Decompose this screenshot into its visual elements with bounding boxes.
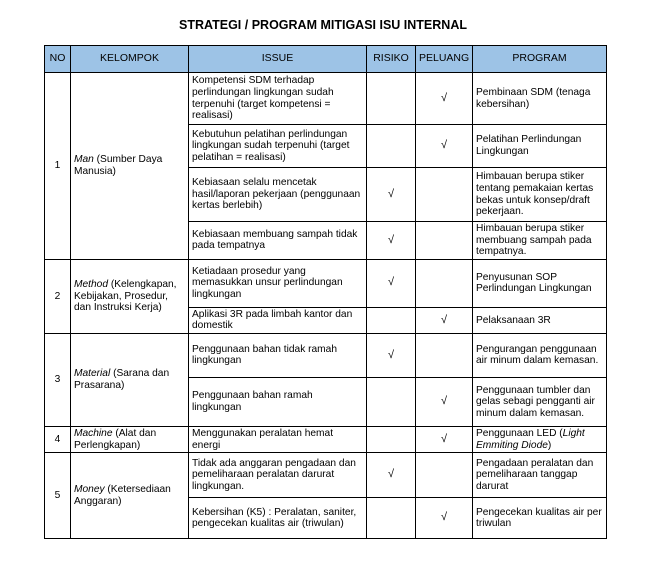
header-peluang: PELUANG [416,46,473,73]
group-number: 3 [45,333,71,426]
issue-cell: Kompetensi SDM terhadap perlindungan lingkungan sudah terpenuhi (target kompetensi = realisasi) [189,73,367,125]
table-row [45,259,607,307]
group-name [71,333,189,426]
group-name-rest: (Alat dan Perlengkapan) [74,427,157,451]
program-cell [473,498,607,539]
program-cell [473,333,607,377]
program-cell [473,426,607,452]
program-text: Pembinaan SDM (tenaga kebersihan) [476,86,591,110]
group-name-rest: (Sarana dan Prasarana) [74,368,170,391]
program-text: Pelatihan Perlindungan Lingkungan [476,134,582,157]
risiko-check [367,377,416,426]
peluang-check: √ [416,377,473,426]
peluang-check [416,168,473,222]
program-text: Pengadaan peralatan dan pemeliharaan tanggap darurat [476,457,594,492]
program-cell [473,307,607,333]
risiko-check [367,426,416,452]
group-name-italic: Method [74,278,108,290]
issue-cell: Kebersihan (K5) : Peralatan, saniter, pengecekan kualitas air (triwulan) [189,498,367,539]
issue-cell: Kebiasaan membuang sampah tidak pada tempatnya [189,222,367,260]
program-text: Pengecekan kualitas air per triwulan [476,506,602,530]
header-risiko: RISIKO [367,46,416,73]
issue-cell: Tidak ada anggaran pengadaan dan pemeliharaan peralatan darurat lingkungan. [189,453,367,498]
risiko-check: √ [367,168,416,222]
issue-cell: Penggunaan bahan tidak ramah lingkungan [189,333,367,377]
program-cell [473,377,607,426]
peluang-check: √ [416,125,473,168]
group-name-rest: (Ketersediaan Anggaran) [74,484,171,507]
group-name-italic: Money [74,484,105,496]
program-text-italic: Light Emmiting Diode [476,427,585,451]
risiko-check [367,125,416,168]
document-title: STRATEGI / PROGRAM MITIGASI ISU INTERNAL [179,18,467,32]
header-program: PROGRAM [473,46,607,73]
issue-cell: Kebutuhun pelatihan perlindungan lingkungan sudah terpenuhi (target pelatihan = realisasi) [189,125,367,168]
program-text: Himbauan berupa stiker tentang pemakaian kertas bekas untuk konsep/draft pekerjaan. [476,171,594,218]
peluang-check: √ [416,307,473,333]
table-row [45,453,607,498]
risiko-check [367,498,416,539]
group-name [71,426,189,452]
group-name [71,259,189,333]
group-name-rest: (Kelengkapan, Kebijakan, Prosedur, dan Instruksi Kerja) [74,278,177,314]
issue-cell: Ketiadaan prosedur yang memasukkan unsur perlindungan lingkungan [189,259,367,307]
peluang-check [416,333,473,377]
program-text: Pelaksanaan 3R [476,314,551,326]
group-number: 2 [45,259,71,333]
risiko-check [367,307,416,333]
group-number: 5 [45,453,71,539]
program-cell [473,168,607,222]
group-number: 1 [45,73,71,260]
mitigation-table [44,45,607,539]
header-kelompok: KELOMPOK [71,46,189,73]
group-name-italic: Material [74,368,111,380]
risiko-check: √ [367,222,416,260]
peluang-check: √ [416,73,473,125]
group-name [71,73,189,260]
peluang-check: √ [416,426,473,452]
peluang-check [416,259,473,307]
issue-cell: Kebiasaan selalu mencetak hasil/laporan pekerjaan (penggunaan kertas berlebih) [189,168,367,222]
table-row [45,333,607,377]
group-name-italic: Machine [74,427,113,439]
issue-cell: Menggunakan peralatan hemat energi [189,426,367,452]
table-header-row [45,46,607,73]
issue-cell: Aplikasi 3R pada limbah kantor dan domestik [189,307,367,333]
header-issue: ISSUE [189,46,367,73]
table-row [45,426,607,452]
program-text: Pengurangan penggunaan air minum dalam kemasan. [476,343,599,367]
peluang-check [416,222,473,260]
group-name [71,453,189,539]
program-text: Penyusunan SOP Perlindungan Lingkungan [476,271,592,295]
program-cell [473,125,607,168]
program-cell [473,453,607,498]
group-name-rest: (Sumber Daya Manusia) [74,154,163,177]
risiko-check: √ [367,259,416,307]
program-cell [473,222,607,260]
program-text: Penggunaan tumbler dan gelas sebagi pengganti air minum dalam kemasan. [476,384,595,419]
issue-cell: Penggunaan bahan ramah lingkungan [189,377,367,426]
program-text: Himbauan berupa stiker membuang sampah pada tempatnya. [476,223,592,258]
risiko-check: √ [367,453,416,498]
group-name-italic: Man [74,154,94,166]
peluang-check [416,453,473,498]
header-no: NO [45,46,71,73]
risiko-check: √ [367,333,416,377]
table-row [45,73,607,125]
program-text-tail: ) [547,439,552,451]
program-cell [473,73,607,125]
peluang-check: √ [416,498,473,539]
risiko-check [367,73,416,125]
group-number: 4 [45,426,71,452]
program-text: Penggunaan LED ( [476,427,563,439]
program-cell [473,259,607,307]
